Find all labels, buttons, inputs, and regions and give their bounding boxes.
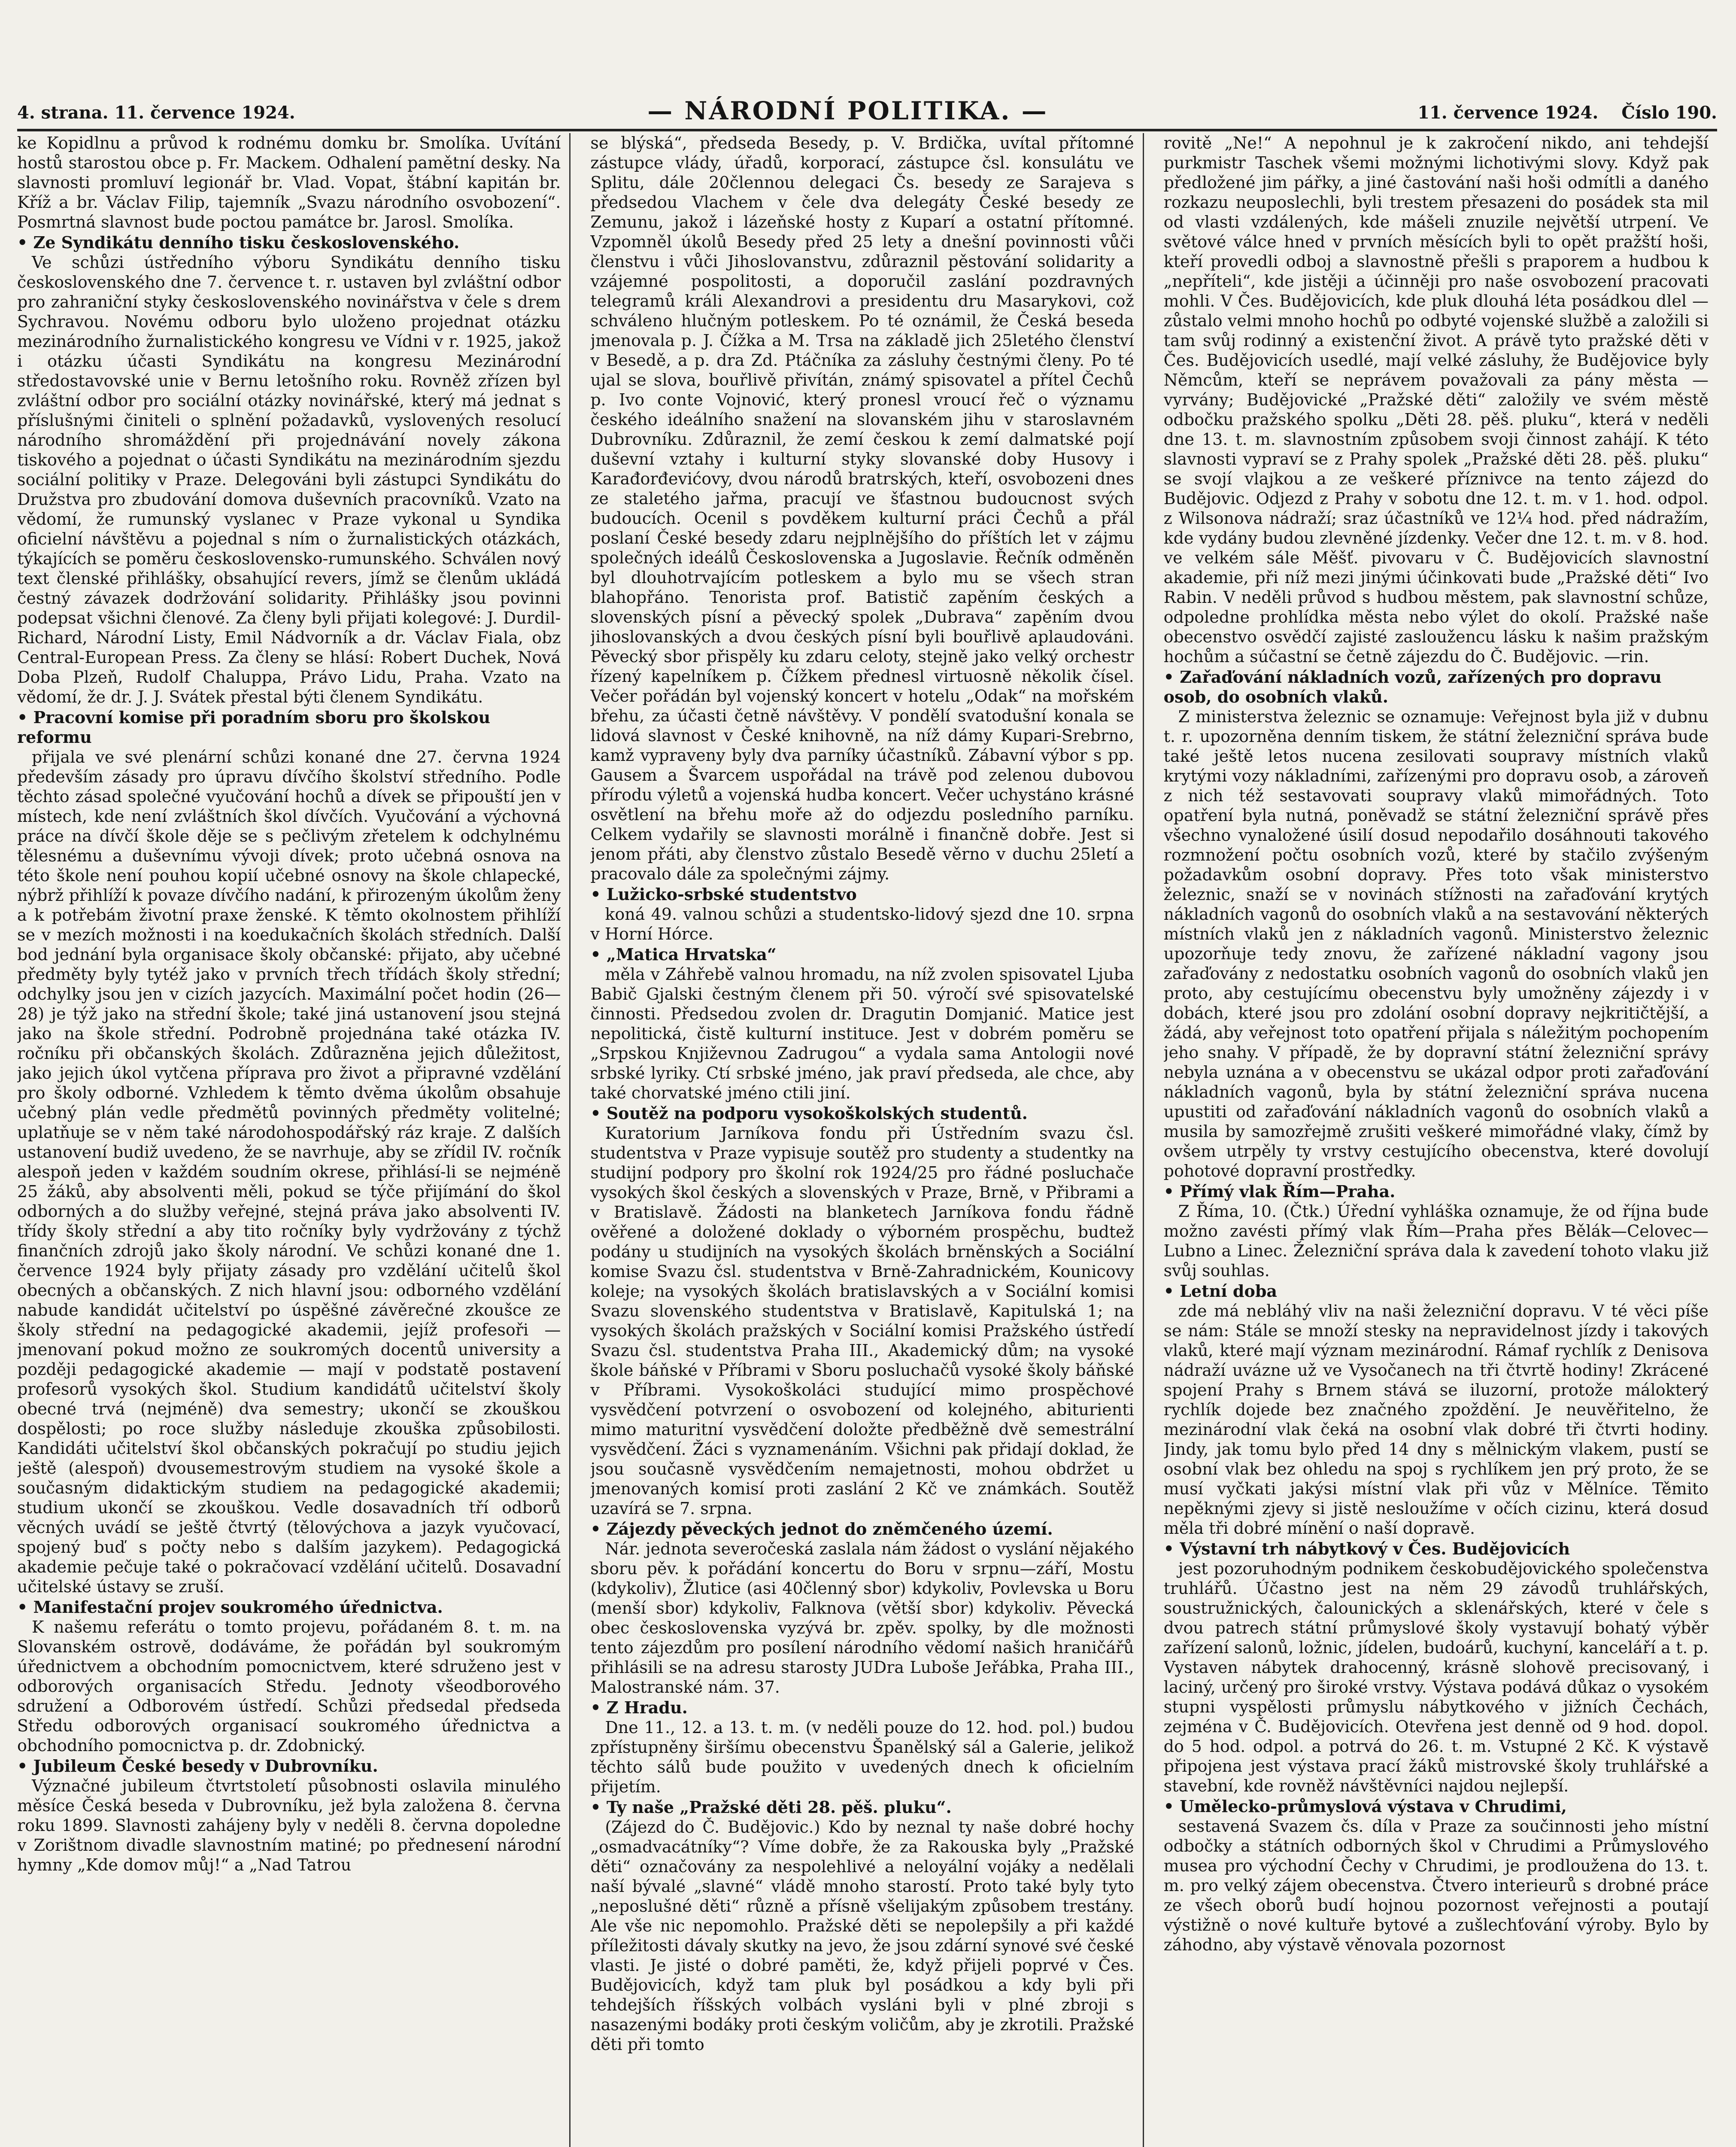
article-title: • Výstavní trh nábytkový v Čes. Budějovicích (1164, 1539, 1709, 1559)
article-paragraph: koná 49. valnou schůzi a studentsko-lidový sjezd dne 10. srpna v Horní Hórce. (590, 905, 1134, 943)
text-columns (17, 133, 1717, 2147)
article-title: • Jubileum České besedy v Dubrovníku. (17, 1756, 561, 1776)
column-1 (17, 133, 571, 2147)
article (1164, 1539, 1709, 1796)
article-title: • Soutěž na podporu vysokoškolských studentů. (590, 1104, 1134, 1123)
article (590, 1797, 1134, 2054)
article-title: • Zařaďování nákladních vozů, zařízených pro dopravu osob, do osobních vlaků. (1164, 667, 1709, 707)
article-paragraph: přijala ve své plenární schůzi konané dne 27. června 1924 především zásady pro úpravu dívčího školství středního. Podle těchto zásad společné vyučování hochů a dívek se připouští jen v místech, kde není zvláštních škol dívčích. Vyučování a výchovná práce na dívčí škole děje se s pečlivým zřetelem k odchylnému tělesnému a duševnímu vývoji dívek; proto učebná osnova na této škole není pouhou kopií učebné osnovy na škole chlapecké, nýbrž přihlíží k povaze dívčího nadání, k přirozeným úkolům ženy a k potřebám životní praxe ženské. K těmto okolnostem přihlíží se v mezích možnosti i na koedukačních školách středních. Další bod jednání byla organisace školy občanské: přijato, aby učebné předměty byly tytéž jako v prvních třech třídách školy střední; odchylky jsou jen v cizích jazycích. Maximální počet hodin (26—28) je týž jako na střední škole; také jiná ustanovení jsou stejná jako na škole střední. Podrobně projednána také otázka IV. ročníku při občanských školách. Zdůrazněna jejich důležitost, jako jejich úkol vytčena příprava pro život a připravné vzdělání pro školy odborné. Vzhledem k těmto dvěma úkolům obsahuje učebný plán vedle předmětů povinných předměty volitelné; uplatňuje se v něm také národohospodářský ráz kraje. Z dalších ustanovení budiž uvedeno, že se navrhuje, aby se zřídil IV. ročník alespoň jeden v každém soudním okrese, přihlásí-li se nejméně 25 žáků, aby absolventi měli, pokud se týče přijímání do škol odborných a do služby veřejné, stejná práva jako absolventi IV. třídy školy střední a aby tito ročníky byly vydržovány z týchž finančních zdrojů jako školy národní. Ve schůzi konané dne 1. července 1924 byly přijaty zásady pro vzdělání učitelů škol obecných a občanských. Z nich hlavní jsou: odborného vzdělání nabude kandidát učitelství po úspěšné závěrečné zkoušce ze školy střední na pedagogické akademii, jejíž profesoři — jmenovaní pokud možno ze soukromých docentů university a později pedagogické akademie — mají v podstatě postavení profesorů vysokých škol. Studium kandidátů učitelství školy obecné trvá (nejméně) dva semestry; ukončí se zkouškou dospělosti; po roce služby následuje zkouška způsobilosti. Kandidáti učitelství škol občanských pokračují po studiu jejich ještě (alespoň) dvousemestrovým studiem na vysoké škole a současným didaktickým studiem na pedagogické akademii; studium ukončí se zkouškou. Vedle dosavadních tří odborů věcných uvádí se ještě čtvrtý (tělovýchova a jazyk vyučovací, spojený buď s počty nebo s dalším jazykem). Pedagogická akademie pečuje také o pokračovací vzdělání učitelů. Dosavadní učitelské ústavy se zruší. (17, 748, 561, 1596)
article-paragraph: Dne 11., 12. a 13. t. m. (v neděli pouze do 12. hod. pol.) budou zpřístupněny širšímu obecenstvu Španělský sál a Galerie, jelikož těchto sálů bude použito v uvedených dnech k oficielním přijetím. (590, 1718, 1134, 1796)
article (1164, 1797, 1709, 1955)
article (590, 945, 1134, 1103)
article-paragraph: (Zájezd do Č. Budějovic.) Kdo by neznal ty naše dobré hochy „osmadvacátníky“? Víme dobře, že za Rakouska byly „Pražské děti“ označovány za nespolehlivé a neloyální vojáky a nedělali naší bývalé „slavné“ vládě mnoho starostí. Proto také byly tyto „neposlušné děti“ různě a přísně všelijakým způsobem trestány. Ale vše nic nepomohlo. Pražské děti se nepolepšily a při každé příležitosti dávaly skutky na jevo, že jsou zdární synové své české vlasti. Je jisté o dobré paměti, že, když přijeli poprvé v Čes. Budějovicích, když tam pluk byl posádkou a kdy byli při tehdejších říšských volbách vysláni byli v plné zbroji s nasazenými bodáky proti českým voličům, aby je zkrotili. Pražské děti při tomto (590, 1818, 1134, 2054)
date-and-issue (1400, 103, 1717, 129)
article (590, 133, 1134, 884)
masthead (17, 88, 1717, 131)
article (590, 1519, 1134, 1697)
article (1164, 1182, 1709, 1280)
article-paragraph: měla v Záhřebě valnou hromadu, na níž zvolen spisovatel Ljuba Babič Gjalski čestným členem při 50. výročí své spisovatelské činnosti. Předsedou zvolen dr. Dragutin Domjanić. Matice jest nepolitická, čistě kulturní instituce. Jest v dobrém poměru se „Srpskou Književnou Zadrugou“ a vydala sama Antologii nové srbské lyriky. Ctí srbské jméno, jak praví předseda, ale chce, aby také chorvatské jméno ctili jiní. (590, 965, 1134, 1102)
article-paragraph: Nár. jednota severočeská zaslala nám žádost o vyslání nějakého sboru pěv. k pořádání koncertu do Boru v srpnu—září, Mostu (kdykoliv), Žlutice (asi 40členný sbor) kdykoliv, Povlevska u Boru (menší sbor) kdykoliv, Falknova (větší sbor) kdykoliv. Pěvecká obec československa vyzývá br. zpěv. spolky, by dle možnosti tento zájezdům pro posílení národního vědomí našich hraničářů přihlásili se na adresu starosty JUDra Luboše Jeřábka, Praha III., Malostranské nám. 37. (590, 1539, 1134, 1697)
article-paragraph: Kuratorium Jarníkova fondu při Ústředním svazu čsl. studentstva v Praze vypisuje soutěž pro studenty a studentky na studijní podpory pro školní rok 1924/25 pro řádné posluchače vysokých škol českých a slovenských v Praze, Brně, v Přibrami a v Bratislavě. Žádosti na blanketech Jarníkova fondu řádně ověřené a doložené doklady o výborném prospěchu, budtež podány u studijních na vysokých školách brněnských a Sociální komise Svazu čsl. studentstva v Brně-Zahradnickém, Kounicovy koleje; na vysokých školách bratislavských a v Sociální komisi Svazu slovenského studentstva v Bratislavě, Kapitulská 1; na vysokých školách pražských v Sociální komisi Pražského ústředí Svazu čsl. studentstva Praha III., Akademický dům; na vysoké škole báňské v Příbrami v Sboru posluchačů vysoké školy báňské v Příbrami. Vysokoškoláci studující mimo prospěchové vysvědčení potvrzení o osvobození od kolejného, abiturienti mimo maturitní vysvědčení doložte předběžně dvě semestrální vysvědčení. Žáci s vyznamenáním. Všichni pak přidají doklad, že jsou současně vysvědčením nemajetnosti, mohou obdržet u jmenovaných komisí proti zaslání 2 Kč ve známkách. Soutěž uzavírá se 7. srpna. (590, 1124, 1134, 1518)
article (590, 1698, 1134, 1797)
article-paragraph: Význačné jubileum čtvrtstoletí působnosti oslavila minulého měsíce Česká beseda v Dubrovníku, jež byla založena 8. června roku 1899. Slavnosti zahájeny byly v neděli 8. června dopoledne v Zorištnom divadle slavnostním matiné; po přednesení národní hymny „Kde domov můj!“ a „Nad Tatrou (17, 1776, 561, 1874)
article-title: • Lužicko-srbské studentstvo (590, 885, 1134, 904)
article-title: • Ty naše „Pražské děti 28. pěš. pluku“. (590, 1797, 1134, 1817)
article (1164, 1281, 1709, 1538)
article (17, 1756, 561, 1875)
article-paragraph: Z ministerstva železnic se oznamuje: Veřejnost byla již v dubnu t. r. upozorněna denním tiskem, že státní železniční správa bude také ještě letos nucena zesilovati soupravy místních vlaků krytými vozy nákladními, zařízenými pro dopravu osob, a zároveň z nich též sestavovati soupravy vlaků mimořádných. Toto opatření byla nutná, poněvadž se státní železniční správě přes všechno vynaložené úsilí dosud nepodařilo dosáhnouti takového rozmnožení počtu osobních vozů, které by stačilo zvýšeným požadavkům osobní dopravy. Přes toto však ministerstvo železnic, snaží se v novinách stížnosti na zařaďování krytých nákladních vagonů do osobních vlaků a na sestavování některých místních vlaků jen z nákladních vagonů. Ministerstvo železnic upozorňuje tedy znovu, že zařízené nákladní vagony jsou zařaďovány z nedostatku osobních vagonů do osobních vlaků jen proto, aby cestujícímu obecenstvu byly umožněny zájezdy i v dobách, které jsou pro zdolání osobní dopravy nejkritičtější, a žádá, aby veřejnost toto opatření přijala s náležitým pochopením jeho snahy. V případě, že by dopravní státní železniční správy nebyla uznána a v obecenstvu se ukázal odpor proti zařaďování nákladních vagonů, byla by státní železniční správa nucena upustiti od zařaďování nákladních vagonů do osobních vlaků a musila by samozřejmě zrušiti veškeré mimořádné vlaky, čímž by ovšem utrpěly ty vrstvy cestujícího obecenstva, které dovolují pohotové dopravní prostředky. (1163, 707, 1709, 1180)
article-paragraph: ke Kopidlnu a průvod k rodnému domku br. Smolíka. Uvítání hostů starostou obce p. Fr. Mackem. Odhalení pamětní desky. Na slavnosti promluví legionář br. Vlad. Vopat, štábní kapitán br. Kříž a br. Václav Filip, tajemník „Svazu národního osvobození“. Posmrtná slavnost bude poctou památce br. Jarosl. Smolíka. (17, 134, 561, 231)
article-title: • „Matica Hrvatska“ (590, 945, 1134, 964)
column-3 (1164, 133, 1717, 2147)
article-paragraph: Ve schůzi ústředního výboru Syndikátu denního tisku československého dne 7. července t. r. ustaven byl zvláštní odbor pro zahraniční styky československého novinářstva v čele s drem Sychravou. Novému odboru bylo uloženo projednat otázku mezinárodního žurnalistického kongresu ve Vídni v r. 1925, jakož i otázku účasti Syndikátu na kongresu Mezinárodní středostavovské unie v Bernu letošního roku. Rovněž zřízen byl zvláštní odbor pro sociální otázky novinářské, který má jednat s příslušnými činiteli o splnění požadavků, vyslovených resolucí národního shromáždění při projednávání novely zákona tiskového a pojednat o účasti Syndikátu na mezinárodním sjezdu sociální politiky v Praze. Delegováni byli zástupci Syndikátu do Družstva pro zbudování domova duševních pracovníků. Vzato na vědomí, že rumunský vyslanec v Praze vykonal u Syndika oficielní návštěvu a pojednal s ním o žurnalistických otázkách, týkajících se poměru československo-rumunského. Schválen nový text členské přihlášky, obsahující revers, jímž se členům ukládá čestný závazek dodržování solidarity. Přihlášky jsou povinni podepsat všichni členové. Za členy byli přijati kolegové: J. Durdil-Richard, Národní Listy, Emil Nádvorník a dr. Václav Fiala, obz Central-European Press. Za členy se hlásí: Robert Duchek, Nová Doba Plzeň, Rudolf Chaluppa, Právo Lidu, Praha. Vzato na vědomí, že dr. J. J. Svátek přestal býti členem Syndikátu. (17, 253, 561, 706)
article-paragraph: K našemu referátu o tomto projevu, pořádaném 8. t. m. na Slovanském ostrově, dodáváme, že pořádán byl soukromým úřednictvem a obchodním pomocnictvem, které sdruženo jest v odborových organisacích Středu. Jednoty všeodborového sdružení a Odborovém ústředí. Schůzi předsedal předseda Středu odborových organisací soukromého úřednictva a obchodního pomocnictva p. dr. Zdobnický. (17, 1618, 561, 1755)
article-title: • Manifestační projev soukromého úřednictva. (17, 1597, 561, 1617)
article (17, 708, 561, 1597)
article-paragraph: rovitě „Ne!“ A nepohnul je k zakročení nikdo, ani tehdejší purkmistr Taschek všemi možnými lichotivými slovy. Když pak předložené jim pářky, a jiné častování naši hoši odmítli a daného rozkazu neuposlechli, byli trestem přesazeni do posádek sta mil od vlasti vzdálených, kde mášeli znuzile největší utrpení. Ve světové válce hned v prvních měsících byli to opět pražští hoši, kteří provedli odboj a slavnostně přešli s praporem a hudbou k „nepříteli“, kde jistěji a účinněji pro naše osvobození pracovati mohli. V Čes. Budějovicích, kde pluk dlouhá léta posádkou dlel — zůstalo velmi mnoho hochů po odbyté vojenské službě a založili si tam svůj rodinný a existenční život. A právě tyto pražské děti v Čes. Budějovicích usedlé, mají velké zásluhy, že Budějovice byly Němcům, kteří se neprávem považovali za pány města — vyrvány; Budějovické „Pražské děti“ založily ve svém městě odbočku pražského spolku „Děti 28. pěš. pluku“, která v neděli dne 13. t. m. slavnostním způsobem svoji činnost zahájí. K této slavnosti vypraví se z Prahy spolek „Pražské děti 28. pěš. pluku“ se svojí vlajkou a ze veškeré příznivce na tento zájezd do Budějovic. Odjezd z Prahy v sobotu dne 12. t. m. v 1. hod. odpol. z Wilsonova nádraží; sraz účastníků ve 12¼ hod. před nádražím, kde vydány budou zlevněné jízdenky. Večer dne 12. t. m. v 8. hod. ve velkém sále Měšť. pivovaru v Č. Budějovicích slavnostní akademie, při níž mezi jinými účinkovati bude „Pražské děti“ Ivo Rabin. V neděli průvod s hudbou městem, pak slavnostní schůze, odpoledne prohlídka města nebo výlet do okolí. Pražské naše obecenstvo osvědčí zajisté zasloužencu lásku k našim pražským hochům a súčastní se četně zájezdu do Č. Budějovic. —rin. (1163, 134, 1709, 666)
article-title: • Ze Syndikátu denního tisku československého. (17, 233, 561, 252)
article-title: • Umělecko-průmyslová výstava v Chrudimi, (1164, 1797, 1709, 1816)
newspaper-title: — NÁRODNÍ POLITIKA. — (647, 96, 1048, 125)
article (1164, 133, 1709, 666)
article-paragraph: zde má nebláhý vliv na naši železniční dopravu. V té věci píše se nám: Stále se množí stesky na nepravidelnost jízdy i takových vlaků, které mají význam mezinárodní. Rámaf rychlík z Denisova nádraží uváznе už ve Vysočanech na tři čtvrtě hodiny! Zkrácené spojení Prahy s Brnem stává se iluzorní, protože málokterý rychlík dojede bez značného zpoždění. Je neuvěřitelno, že mezinárodní vlak čeká na osobní vlak dobré tři čtvrti hodiny. Jindy, jak tomu bylo před 14 dny s mělnickým vlakem, pustí se osobní vlak bez ohledu na spoj s rychlíkem jen prý proto, že se musí vyčkati jakýsi místní vlak při vůz v Mělníce. Těmito nepěknými zjevy si jistě nesloužíme v očích cizinu, která dosud měla tři dobré mínění o naší dopravě. (1163, 1302, 1709, 1538)
article-paragraph: Z Říma, 10. (Čtk.) Úřední vyhláška oznamuje, že od října bude možno zavésti přímý vlak Řím—Praha přes Bělák—Celovec—Lubno a Linec. Železniční správa dala k zavedení tohoto vlaku již svůj souhlas. (1163, 1202, 1709, 1280)
article (17, 133, 561, 232)
article (1164, 667, 1709, 1181)
article (17, 1597, 561, 1755)
article (590, 1104, 1134, 1518)
article-paragraph: sestavená Svazem čs. díla v Praze za součinnosti jeho místní odbočky a státních odborných škol v Chrudimi a Průmyslového musea pro východní Čechy v Chrudimi, je prodloužena do 13. t. m. pro velký zájem obecenstva. Čtvero interieurů s drobné práce ze všech oborů budí hojnou pozornost veřejnosti a poutají výstižně o nové kultuře bytové a zušlechťování výroby. Bylo by záhodno, aby výstavě věnovala pozornost (1163, 1817, 1709, 1954)
issue-number: Číslo 190. (1621, 103, 1717, 123)
article-title: • Z Hradu. (590, 1698, 1134, 1718)
article-title: • Pracovní komise při poradním sboru pro školskou reformu (17, 708, 561, 747)
header-date: 11. července 1924. (1417, 103, 1599, 123)
article-title: • Zájezdy pěveckých jednot do zněmčeného území. (590, 1519, 1134, 1539)
article (590, 885, 1134, 944)
article (17, 233, 561, 707)
column-2 (590, 133, 1144, 2147)
article-paragraph: jest pozoruhodným podnikem českobudějovického společenstva truhlářů. Účastno jest na něm 29 závodů truhlářských, soustružnických, čalounických a sklenářských, které v čele s dvou patrech státní průmyslové školy vystavují bohatý výběr zařízení salonů, ložnic, jídelen, budoárů, kuchyní, kanceláří a t. p. Vystaven nábytek drahocenný, krásně slohově precisovaný, i laciný, určený pro široké vrstvy. Výstava podává důkaz o vysokém stupni vyspělosti průmyslu nábytkového v jižních Čechách, zejména v Č. Budějovicích. Otevřena jest denně od 9 hod. dopol. do 5 hod. odpol. a potrvá do 26. t. m. Vstupné 2 Kč. K výstavě připojena jest výstava prací žáků mistrovské školy truhlářské a stavební, kde rovněž návštěvníci najdou nejlepší. (1163, 1559, 1709, 1795)
page-and-date: 4. strana. 11. července 1924. (17, 103, 295, 123)
article-title: • Přímý vlak Řím—Praha. (1164, 1182, 1709, 1201)
article-title: • Letní doba (1164, 1281, 1709, 1301)
article-paragraph: se blýská“, předseda Besedy, p. V. Brdička, uvítal přítomné zástupce vlády, úřadů, korporací, zástupce čsl. konsulátu ve Splitu, dále 20člennou delegaci Čs. besedy ze Sarajeva s předsedou Vlachem v čele dva delegáty České besedy ze Zemunu, jakož i lázeňské hosty z Kuparí a ostatní přítomné. Vzpomněl úkolů Besedy před 25 lety a dnešní povinnosti vůči členstvu i vůči Jihoslovanstvu, zdůraznil pěstování solidarity a vzájemné pospolitosti, a doporučil zaslání pozdravných telegramů králi Alexandrovi a presidentu dru Masarykovi, což schváleno hlučným potleskem. Po té oznámil, že Česká beseda jmenovala p. J. Čížka a M. Trsa na základě jich 25letého členství v Besedě, a p. dra Zd. Ptáčníka za zásluhy čestnými členy. Po té ujal se slova, bouřlivě přivítán, známý spisovatel a přítel Čechů p. Ivo conte Vojnović, který pronesl vroucí řeč o významu českého ideálního snažení na slovanském jihu v staroslavném Dubrovníku. Zdůraznil, že zemí českou k zemí dalmatské pojí duševní vztahy i kulturní styky slovanské doby Husovy i Karađorđevićovy, dvou národů bratrských, kteří, osvobozeni dnes ze staletého jařma, pracují ve šťastnou budoucnost svých budoucích. Ocenil s povděkem kulturní práci Čechů a přál poslaní České besedy zdaru nejplnějšího do příštích let v zájmu společných ideálů Československa a Jugoslavie. Řečník odměněn byl dlouhotrvajícím potleskem a bylo mu se všech stran blahopřáno. Tenorista prof. Batistič zapěním českých a slovenských písní a pěvecký spolek „Dubrava“ zapěním dvou jihoslovanských a dvou českých písní byli bouřlivě aplaudováni. Pěvecký sbor přispěly ku zdaru celoty, stejně jako velký orchestr řízený kapelníkem p. Čížkem přednesl virtuosně několik čísel. Večer pořádán byl vojenský koncert v hotelu „Odak“ na mořském břehu, za účasti četně návštěvy. V pondělí svatodušní konala se lidová slavnost v České knihovně, na níž dámy Kupari-Srebrno, kamž vypraveny byly dva parníky účastníků. Zábavní výbor s pp. Gausem a Švarcem uspořádal na trávě pod zelenou dubovou přírodu výletů a vojenská hudba koncert. Večer uchystáno krásné osvětlení na břehu moře až do odjezdu posledního parníku. Celkem vydařily se slavnosti morálně i finančně dobře. Jest si jenom přáti, aby členstvo zůstalo Besedě věrno v duchu 25letí a pracovalo dále za společnými zájmy. (590, 134, 1134, 883)
